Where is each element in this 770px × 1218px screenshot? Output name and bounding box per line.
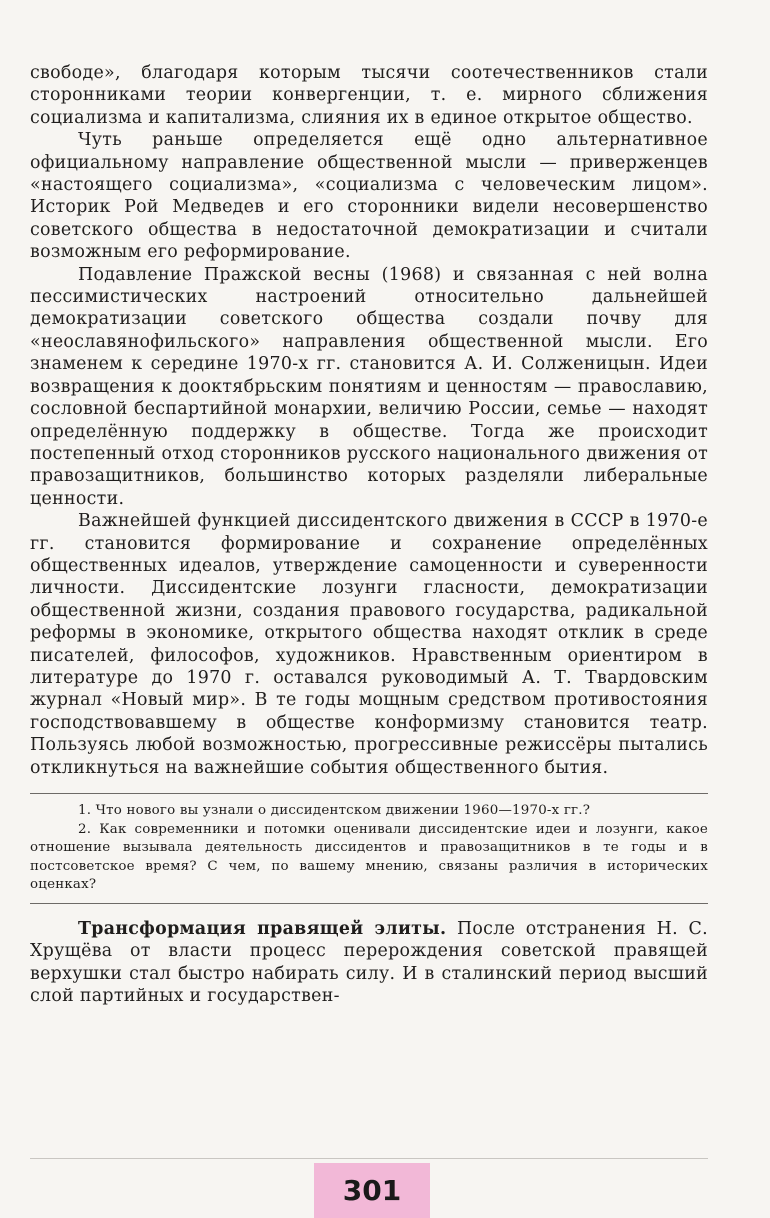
review-questions [30, 793, 708, 904]
section-text: После отстранения Н. С. Хрущёва от власти процесс перерождения советской правящей верхушки стал быстро набирать силу. И в сталинский период высший слой партийных и государствен- [30, 918, 708, 1007]
page-number-badge [314, 1163, 430, 1218]
question-1: 1. Что нового вы узнали о диссидентском движении 1960—1970-х гг.? [78, 803, 591, 818]
page-number: 301 [342, 1174, 402, 1207]
footer-divider [30, 1158, 708, 1159]
page-content [30, 62, 708, 1008]
paragraph-dissident-function: Важнейшей функцией диссидентского движения в СССР в 1970-е гг. становится формирование и сохранение определённых общественных идеалов, утверждение самоценности и суверенности личности. Диссидентские лозунги гласности, демократизации общественной жизни, создания правового государства, радикальной реформы в экономике, открытого общества находят отклик в среде писателей, философов, художников. Нравственным ориентиром в литературе до 1970 г. оставался руководимый А. Т. Твардовским журнал «Новый мир». В те годы мощным средством противостояния господствовавшему в обществе конформизму становится театр. Пользуясь любой возможностью, прогрессивные режиссёры пытались откликнуться на важнейшие события общественного бытия. [30, 511, 708, 778]
paragraph-socialism: Чуть раньше определяется ещё одно альтернативное официальному направление общественной мысли — приверженцев «настоящего социализма», «социализма с человеческим лицом». Историк Рой Медведев и его сторонники видели несовершенство советского общества в недостаточной демократизации и считали возможным его реформирование. [30, 130, 708, 263]
question-2: 2. Как современники и потомки оценивали диссидентские идеи и лозунги, какое отношение вызывала деятельность диссидентов и правозащитников в те годы и в постсоветское время? С чем, по вашему мнению, связаны различия в исторических оценках? [30, 821, 708, 893]
section-heading: Трансформация правящей элиты. [78, 918, 447, 939]
paragraph-prague-spring: Подавление Пражской весны (1968) и связанная с ней волна пессимистических настроений относительно дальнейшей демократизации советского общества создали почву для «неославянофильского» направления общественной мысли. Его знаменем к середине 1970-х гг. становится А. И. Солженицын. Идеи возвращения к дооктябрьским понятиям и ценностям — православию, сословной беспартийной монархии, величию России, семье — находят определённую поддержку в обществе. Тогда же происходит постепенный отход сторонников русского национального движения от правозащитников, большинство которых разделяли либеральные ценности. [30, 264, 708, 509]
paragraph-continuation: свободе», благодаря которым тысячи соотечественников стали сторонниками теории конвергенции, т. е. мирного сближения социализма и капитализма, слияния их в единое открытое общество. [30, 63, 708, 128]
section-elite [30, 918, 708, 1008]
